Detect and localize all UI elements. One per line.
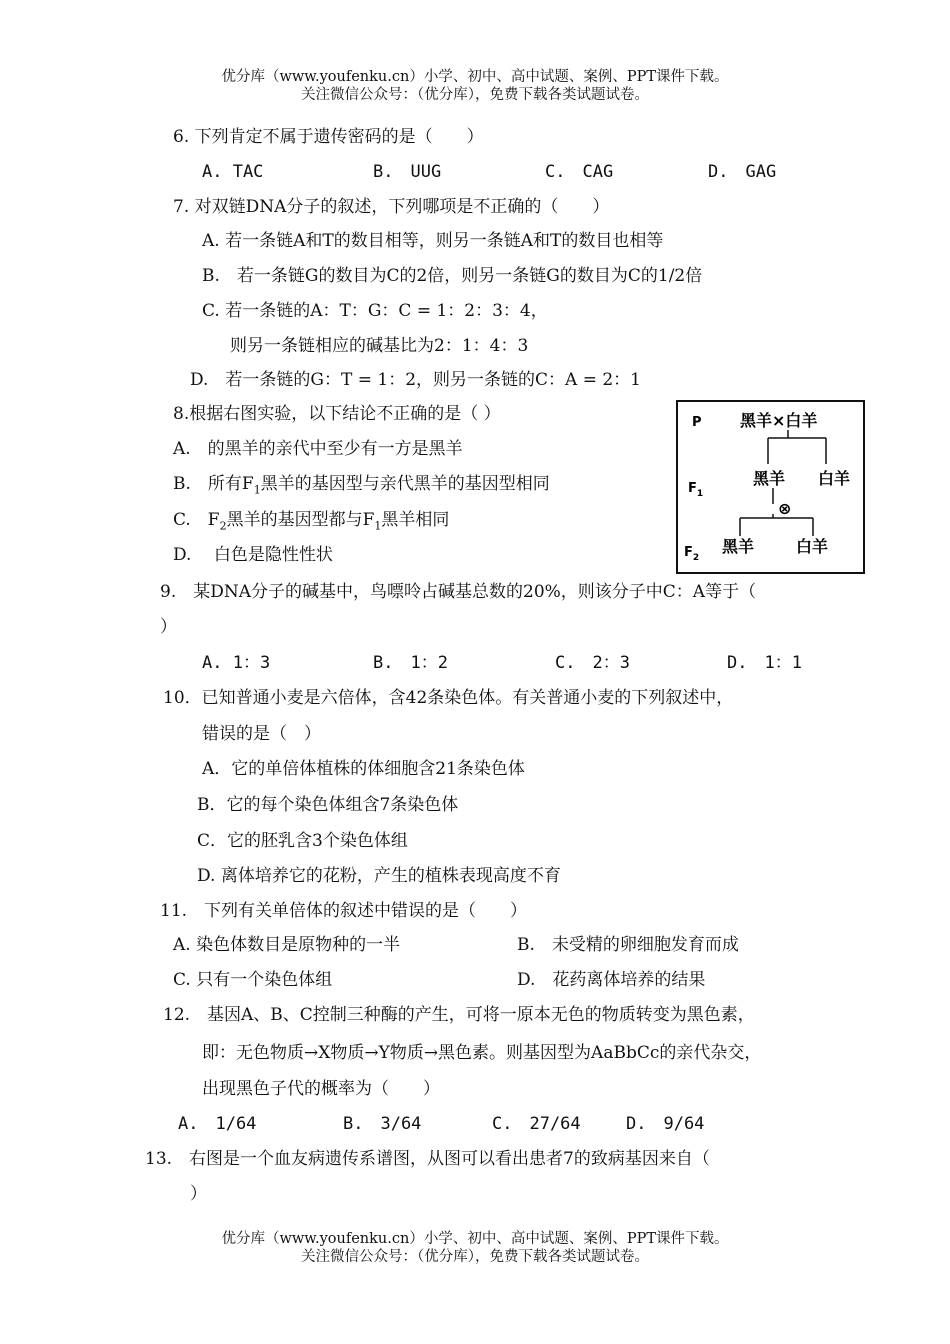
q11-option-a: A. 染色体数目是原物种的一半 <box>173 935 401 955</box>
q12-option-b: B. 3/64 <box>343 1114 422 1134</box>
q9-stem: 9. 某DNA分子的碱基中，鸟嘌呤占碱基总数的20%，则该分子中C：A等于（ <box>160 582 757 602</box>
q8-option-c-mid: 黑羊的基因型都与F <box>226 510 375 530</box>
q10-option-c: C．它的胚乳含3个染色体组 <box>197 831 408 851</box>
q7-option-c-line2: 则另一条链相应的碱基比为2：1：4：3 <box>230 336 529 356</box>
diagram-f2-white: 白羊 <box>796 537 829 556</box>
q9-option-b: B. 1：2 <box>373 653 448 673</box>
q12-option-a: A. 1/64 <box>178 1114 257 1134</box>
q12-option-d: D. 9/64 <box>626 1114 705 1134</box>
header-line-1: 优分库（www.youfenku.cn）小学、初中、高中试题、案例、PPT课件下载。 <box>221 69 729 85</box>
diagram-p-label: P <box>692 415 702 430</box>
q7-option-a: A. 若一条链A和T的数目相等，则另一条链A和T的数目也相等 <box>202 231 664 251</box>
diagram-parents: 黑羊×白羊 <box>740 411 818 430</box>
q8-option-b-post: 黑羊的基因型与亲代黑羊的基因型相同 <box>260 474 550 494</box>
q8-option-b-sub: 1 <box>253 483 261 497</box>
diagram-f1-black: 黑羊 <box>753 469 786 488</box>
q8-option-b <box>173 473 550 501</box>
q13-stem: 13. 右图是一个血友病遗传系谱图，从图可以看出患者7的致病基因来自（ <box>145 1149 710 1169</box>
q9-stem-cont: ） <box>160 617 177 637</box>
q11-stem: 11. 下列有关单倍体的叙述中错误的是（ ） <box>160 901 528 921</box>
q10-option-a: A．它的单倍体植株的体细胞含21条染色体 <box>202 759 525 779</box>
q12-stem-cont: 即：无色物质→X物质→Y物质→黑色素。则基因型为AaBbCc的亲代杂交， <box>202 1043 762 1063</box>
diagram-f2-label: $F_2$ <box>684 545 700 563</box>
q8-option-b-pre: B. 所有F <box>173 474 254 494</box>
q9-option-d: D. 1：1 <box>727 653 802 673</box>
q10-option-d: D. 离体培养它的花粉，产生的植株表现高度不育 <box>197 866 561 886</box>
q8-option-a: A. 的黑羊的亲代中至少有一方是黑羊 <box>173 439 463 459</box>
q6-option-a: A. TAC <box>202 162 264 182</box>
q7-option-d: D. 若一条链的G：T = 1：2，则另一条链的C：A = 2：1 <box>190 370 641 390</box>
q8-option-c-post: 黑羊相同 <box>381 510 450 530</box>
q12-stem: 12. 基因A、B、C控制三种酶的产生，可将一原本无色的物质转变为黑色素， <box>163 1005 755 1025</box>
q11-option-d: D. 花药离体培养的结果 <box>517 970 706 990</box>
q8-option-c-sub: 2 <box>219 519 227 533</box>
q6-stem: 6. 下列肯定不属于遗传密码的是（ ） <box>173 127 484 147</box>
q12-option-c: C. 27/64 <box>492 1114 581 1134</box>
q11-option-c: C. 只有一个染色体组 <box>173 970 333 990</box>
q10-stem: 10．已知普通小麦是六倍体，含42条染色体。有关普通小麦的下列叙述中， <box>163 688 734 708</box>
diagram-f1-label: $F_1$ <box>688 481 704 499</box>
q13-stem-cont: ） <box>190 1184 207 1204</box>
q7-option-c-line1: C. 若一条链的A：T：G：C = 1：2：3：4， <box>202 301 548 321</box>
genetic-cross-svg <box>678 402 863 572</box>
q12-stem-cont2: 出现黑色子代的概率为（ ） <box>202 1079 440 1099</box>
diagram-f2-black: 黑羊 <box>722 537 755 556</box>
q8-stem: 8.根据右图实验，以下结论不正确的是（ ） <box>173 404 501 424</box>
q8-option-c-pre: C. F <box>173 510 220 530</box>
q6-option-b: B. UUG <box>373 162 442 182</box>
q6-option-d: D. GAG <box>708 162 777 182</box>
q11-option-b: B. 未受精的卵细胞发育而成 <box>517 935 739 955</box>
genetic-cross-diagram <box>676 400 865 574</box>
q9-option-a: A. 1：3 <box>202 653 271 673</box>
q8-option-c <box>173 509 449 537</box>
q10-option-b: B．它的每个染色体组含7条染色体 <box>197 795 459 815</box>
q10-stem-cont: 错误的是（ ） <box>202 724 321 744</box>
diagram-f1-white: 白羊 <box>818 469 851 488</box>
header-line-2: 关注微信公众号：（优分库），免费下载各类试题试卷。 <box>301 87 649 103</box>
q6-option-c: C. CAG <box>545 162 614 182</box>
q7-option-b: B. 若一条链G的数目为C的2倍，则另一条链G的数目为C的1/2倍 <box>202 266 703 286</box>
q9-option-c: C. 2：3 <box>555 653 630 673</box>
diagram-self-symbol: ⊗ <box>778 499 792 518</box>
footer-line-1: 优分库（www.youfenku.cn）小学、初中、高中试题、案例、PPT课件下载。 <box>221 1231 729 1247</box>
q7-stem: 7. 对双链DNA分子的叙述，下列哪项是不正确的（ ） <box>173 197 610 217</box>
footer-line-2: 关注微信公众号：（优分库），免费下载各类试题试卷。 <box>301 1249 649 1265</box>
q8-option-c-sub2: 1 <box>374 519 382 533</box>
q8-option-d: D. 白色是隐性性状 <box>173 545 333 565</box>
